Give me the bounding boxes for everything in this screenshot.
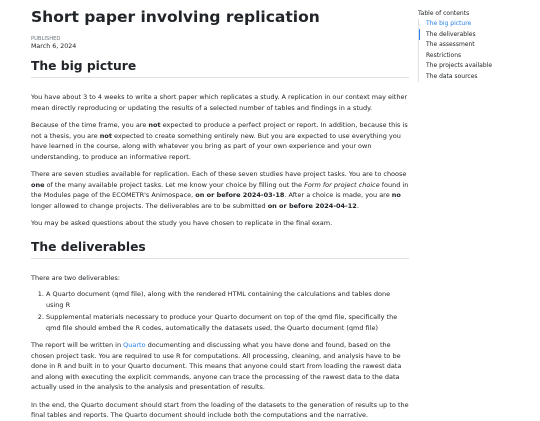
table-of-contents bbox=[418, 9, 536, 82]
paragraph-exam: You may be asked questions about the study you have chosen to replicate in the final exam. bbox=[31, 219, 333, 227]
text-run: . After a choice is made, you are bbox=[284, 191, 392, 199]
toc-link-restrictions[interactable]: Restrictions bbox=[426, 51, 462, 59]
text-run: documenting and discussing what you have done and found, based on the chosen project task. You are required to use R for computations. All processing, cleaning, and analysis have to be done in R and built in to your Quarto document. This means that anyone could start from loading the rawest data and along with executing the explicit commands, anyone can trace the processing of the rawest data to the data actually used in the analysis to the analysis and presentation of results. bbox=[31, 341, 402, 391]
bold-text: not bbox=[99, 131, 112, 140]
bold-text: on or before 2024-04-12 bbox=[267, 201, 357, 210]
paragraph-time-frame bbox=[31, 120, 409, 162]
main-content bbox=[31, 0, 409, 421]
paragraph-studies bbox=[31, 169, 409, 211]
text-run: Because of the time frame, you are bbox=[31, 121, 149, 129]
bold-text: not bbox=[148, 121, 161, 129]
text-run: found in the Modules page of the ECOMETR's Animospace, bbox=[31, 180, 409, 199]
toc-title: Table of contents bbox=[418, 10, 470, 17]
italic-text: Form for project choice bbox=[304, 180, 380, 189]
text-run: expected to create something entirely new. But you are expected to use everything you have learned in the course, along with whatever you bring as part of your own experience and your own understanding, to produce an informative report. bbox=[31, 131, 401, 161]
deliverables-list bbox=[31, 289, 409, 333]
text-run: longer allowed to change projects. The deliverables are to be submitted bbox=[31, 201, 268, 210]
quarto-link[interactable]: Quarto bbox=[123, 341, 146, 349]
text-run: The report will be written in bbox=[31, 341, 124, 349]
toc-list bbox=[418, 19, 536, 82]
toc-link-data-sources[interactable]: The data sources bbox=[426, 72, 478, 80]
paragraph-intro: You have about 3 to 4 weeks to write a short paper which replicates a study. A replication in our context may either mean directly reproducing or updating the results of a selected number of tables and findings in a study. bbox=[31, 93, 408, 112]
toc-link-projects-available[interactable]: The projects available bbox=[426, 62, 493, 69]
section-heading-big-picture: The big picture bbox=[31, 58, 409, 78]
published-date: March 6, 2024 bbox=[31, 43, 77, 50]
paragraph-end: In the end, the Quarto document should start from the loading of the datasets to the generation of results up to the final tables and reports. The Quarto document should include both the computations and the narrative. bbox=[31, 400, 409, 419]
text-run: expected to produce a perfect project or report. In addition, because this is not a thesis, you are bbox=[31, 121, 408, 140]
text-run: . bbox=[356, 201, 359, 210]
published-label: PUBLISHED bbox=[31, 36, 61, 42]
toc-link-big-picture[interactable]: The big picture bbox=[426, 20, 472, 27]
bold-text: no bbox=[391, 191, 401, 199]
list-item: 2. Supplemental materials necessary to produce your Quarto document on top of the qmd file, specifically the qmd file should embed the R codes, automatically the datasets used, the Quarto document (qmd file) bbox=[46, 312, 409, 333]
bold-text: one bbox=[31, 180, 45, 189]
paragraph-deliverables-intro: There are two deliverables: bbox=[31, 273, 120, 282]
section-heading-deliverables: The deliverables bbox=[31, 239, 409, 259]
toc-link-deliverables[interactable]: The deliverables bbox=[426, 30, 476, 38]
page-title: Short paper involving replication bbox=[31, 8, 320, 26]
text-run: There are seven studies available for replication. Each of these seven studies have project tasks. You are to choose bbox=[31, 170, 407, 178]
toc-active-indicator bbox=[419, 29, 420, 40]
paragraph-report bbox=[31, 340, 409, 393]
bold-text: on or before 2024-03-18 bbox=[195, 191, 285, 199]
toc-link-assessment[interactable]: The assessment bbox=[426, 41, 475, 48]
text-run: of the many available project tasks. Let me know your choice by filling out the bbox=[44, 180, 305, 189]
list-item: 1. A Quarto document (qmd file), along with the rendered HTML containing the calculations and tables done using R bbox=[46, 289, 409, 310]
